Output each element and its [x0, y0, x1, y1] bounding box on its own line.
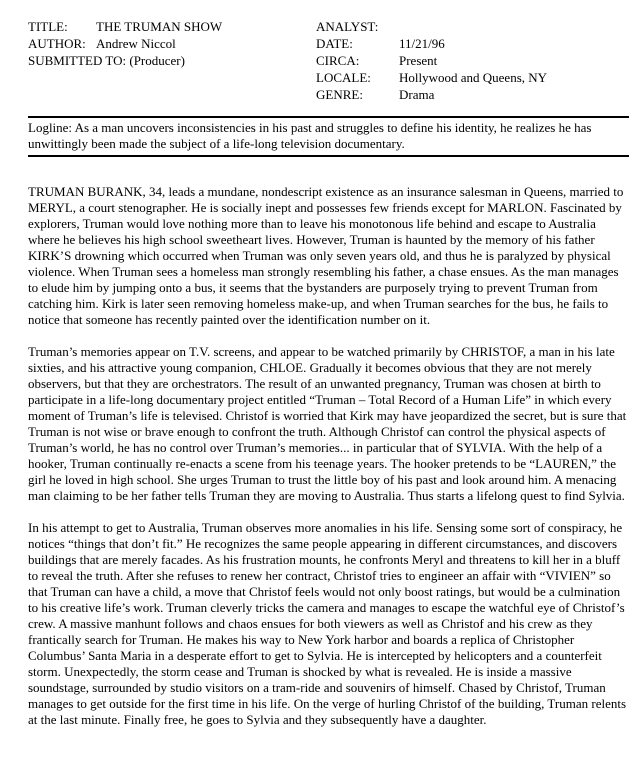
title-label: TITLE: — [28, 19, 68, 34]
analyst-label: ANALYST: — [316, 19, 379, 34]
submitted-label: SUBMITTED TO: — [28, 53, 127, 68]
circa-row — [316, 52, 547, 69]
analyst-row — [316, 18, 547, 35]
author-label: AUTHOR: — [28, 36, 86, 51]
circa-label: CIRCA: — [316, 53, 360, 68]
synopsis-paragraph-2: Truman’s memories appear on T.V. screens, and appear to be watched primarily by CHRISTOF, a man in his late sixties, and his attractive young companion, CHLOE. Gradually it becomes obvious that they are not merely observers, but that they are orchestrators. The result of an unwanted pregnancy, Truman was chosen at birth to participate in a life-long documentary project entitled “Truman – Total Record of a Human Life” in which every moment of Truman’s life is televised. Christof is worried that Kirk may have jeopardized the secret, but is sure that Truman is not wise or brave enough to confront the truth. Although Christof can control the physical aspects of Truman’s world, he has no control over Truman’s memories... in particular that of SYLVIA. With the help of a hooker, Truman continually re-enacts a scene from his teenage years. The hooker pretends to be “LAUREN,” the girl he loved in high school. She urges Truman to trust the little boy of his past and look around him. A menacing man claiming to be her father tells Truman they are moving to Australia. Thus starts a lifelong quest to find Sylvia. — [28, 344, 627, 503]
logline: Logline: As a man uncovers inconsistencies in his past and struggles to define his identity, he realizes he has unwittingly been made the subject of a life-long television documentary. — [28, 120, 592, 151]
synopsis-body — [28, 184, 628, 744]
submitted-row — [28, 52, 222, 69]
header-right-block — [316, 18, 547, 103]
author-value: Andrew Niccol — [96, 36, 176, 51]
locale-row — [316, 69, 547, 86]
synopsis-paragraph-3: In his attempt to get to Australia, Truman observes more anomalies in his life. Sensing some sort of conspiracy, he notices “things that don’t fit.” He recognizes the same people appearing in different circumstances, and discovers buildings that are merely facades. As his frustration mounts, he confronts Meryl and threatens to kill her in a bluff to reveal the truth. After she refuses to renew her contract, Christof tries to engineer an affair with “VIVIEN” so that Truman can have a child, a move that Christof feels would not only boost ratings, but would be a culmination to his creative life’s work. Truman cleverly tricks the camera and manages to escape the watchful eye of Christof’s crew. A massive manhunt follows and chaos ensues for both viewers as well as Christof and his crew as they frantically search for Truman. He makes his way to New York harbor and boards a replica of Christopher Columbus’ Santa Maria in a desperate effort to get to Sylvia. He is intercepted by helicopters and a counterfeit storm. Unexpectedly, the storm cease and Truman is shocked by what is revealed. He is inside a massive soundstage, surrounded by studio visitors on a tram-ride and souvenirs of himself. Chased by Christof, Truman manages to get outside for the first time in his life. On the verge of hurling Christof of the building, Truman relents at the last minute. Finally free, he goes to Sylvia and they subsequently have a daughter. — [28, 520, 627, 727]
synopsis-paragraph-1: TRUMAN BURANK, 34, leads a mundane, nondescript existence as an insurance salesman in Queens, married to MERYL, a court stenographer. He is socially inept and possesses few friends except for MARLON. Fascinated by explorers, Truman would love nothing more than to leave his monotonous life behind and escape to Australia where he believes his high school sweetheart lives. However, Truman is haunted by the memory of his father KIRK’S drowning which occurred when Truman was only seven years old, and thus he is paralyzed by physical violence. When Truman sees a homeless man strongly resembling his father, a chase ensues. As the man manages to elude him by jumping onto a bus, it seems that the bystanders are purposely trying to prevent Truman from catching him. Kirk is later seen removing homeless make-up, and when Truman searches for the bus, he fails to notice that someone has recently painted over the identification number on it. — [28, 184, 624, 327]
genre-label: GENRE: — [316, 87, 363, 102]
logline-top-rule — [28, 116, 629, 118]
locale-label: LOCALE: — [316, 70, 371, 85]
title-value: THE TRUMAN SHOW — [96, 19, 223, 34]
date-label: DATE: — [316, 36, 353, 51]
date-row — [316, 35, 547, 52]
date-value: 11/21/96 — [399, 36, 445, 51]
logline-bottom-rule — [28, 155, 629, 157]
locale-value: Hollywood and Queens, NY — [399, 70, 548, 85]
genre-value: Drama — [399, 87, 435, 102]
author-row — [28, 35, 222, 52]
submitted-value: (Producer) — [129, 53, 185, 68]
genre-row — [316, 86, 547, 103]
title-row — [28, 18, 222, 35]
circa-value: Present — [399, 53, 438, 68]
header-left-block — [28, 18, 222, 69]
